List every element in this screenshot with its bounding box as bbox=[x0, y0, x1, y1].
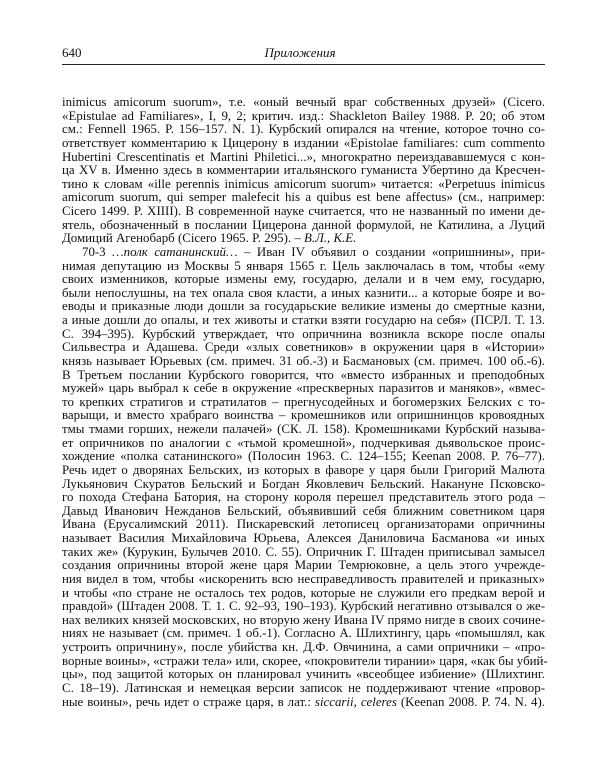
text-line bbox=[62, 219, 545, 233]
text-line bbox=[62, 328, 545, 342]
text-line bbox=[62, 518, 545, 532]
text-line bbox=[62, 164, 545, 178]
text-line bbox=[62, 587, 545, 601]
italic-text: siccarii bbox=[314, 694, 354, 709]
text-line bbox=[62, 437, 545, 451]
text-segment: своих изменников, которые измены ему, государю, делали и в чем ему, государю, bbox=[62, 272, 545, 287]
text-segment: ные воины», речь идет о страже царя, в лат.: bbox=[62, 694, 315, 709]
text-segment: цы», под защитой которых он планировал учинить «всеобщее избиение» (Шлихтинг. bbox=[62, 667, 545, 682]
text-line bbox=[62, 314, 545, 328]
text-segment: , bbox=[353, 694, 361, 709]
text-line bbox=[62, 559, 545, 573]
text-segment: 70-3 bbox=[82, 244, 113, 259]
text-line bbox=[62, 300, 545, 314]
text-line bbox=[62, 653, 548, 669]
text-segment: ворные воины», «стражи тела» или, скорее, «покровители тирании» царя, «как бы убий- bbox=[62, 653, 548, 668]
text-segment: устроить опричнину», после убийства кн. Д.Ф. Овчинина, а сами опричники – «про- bbox=[62, 640, 545, 654]
italic-text: celeres bbox=[360, 694, 397, 709]
page-number: 640 bbox=[62, 45, 82, 60]
text-segment: и чтобы «по стране не осталось тех родов, которые не служили его предкам верой и bbox=[62, 585, 545, 600]
text-segment: нах великих князей московских, но вторую жену Ивана IV прямо нигде в своих сочине- bbox=[62, 612, 545, 627]
text-line bbox=[62, 96, 545, 110]
text-line bbox=[62, 246, 545, 260]
text-line bbox=[62, 464, 545, 478]
text-line bbox=[62, 273, 545, 287]
text-segment: «Epistulae ad Familiares», I, 9, 2; критич. изд.: Shackleton Bailey 1988. P. 20; об этом bbox=[62, 108, 545, 123]
text-segment: нимая депутацию из Москвы 5 января 1565 г. Цель заключалась в том, чтобы «ему bbox=[62, 258, 545, 273]
text-segment: тино к словам «ille perennis inimicus amicorum suorum» читается: «Perpetuus inimicus bbox=[62, 176, 545, 191]
text-segment: еводы и приказные люди дошли за государьские великие измены до смертные казни, bbox=[62, 299, 545, 314]
text-line bbox=[62, 110, 545, 124]
text-line bbox=[62, 205, 545, 219]
text-segment: таких же» (Курукин, Булычев 2010. С. 55). Опричник Г. Штаден приписывал замысел bbox=[62, 544, 545, 559]
text-line bbox=[62, 423, 545, 437]
text-line bbox=[62, 614, 545, 628]
text-line bbox=[62, 260, 545, 274]
text-segment: С. 18–19). Латинская и немецкая версии записок не поддерживают чтение «провор- bbox=[62, 680, 545, 695]
text-segment: а иные дошли до опалы, и тех животы и статки взяти государю на себя» (ПСРЛ. Т. 13. bbox=[62, 313, 545, 327]
text-line bbox=[62, 696, 545, 710]
text-segment: см.: Fennell 1965. P. 156–157. N. 1). Курбский опирался на чтение, которое точно со- bbox=[62, 122, 545, 137]
text-line bbox=[62, 396, 545, 410]
text-segment: Ивана (Ерусалимский 2011). Пискаревский летописец организаторами опричнины bbox=[62, 517, 545, 532]
text-segment: В Третьем послании Курбского говорится, что «вместо избранных и преподобных bbox=[62, 367, 545, 382]
text-segment: князь называет Юрьевых (см. примеч. 31 об.-3) и Басмановых (см. примеч. 100 об.-6). bbox=[62, 353, 545, 368]
text-segment: го похода Стефана Батория, на сторону короля перешел представитель этого рода – bbox=[62, 490, 545, 505]
text-segment: были непослушны, на тех опала своя класти, а иных казнити... а которые бояре и во- bbox=[62, 285, 545, 300]
text-line bbox=[62, 287, 545, 301]
text-segment: называет Василия Михайловича Юрьева, Алексея Даниловича Басманова «и иных bbox=[62, 531, 545, 545]
text-segment: ятель, обозначенный в послании Цицерона данной формулой, не Катилина, а Луций bbox=[62, 217, 545, 232]
text-line bbox=[62, 505, 545, 519]
text-line bbox=[62, 600, 545, 614]
text-segment: Давыд Иванович Нежданов Бельский, объявивший себя ближним советником царя bbox=[62, 503, 545, 518]
italic-text: …полк сатанинский… bbox=[112, 244, 238, 259]
text-line bbox=[62, 409, 545, 423]
text-line bbox=[62, 369, 545, 383]
text-line bbox=[62, 382, 545, 396]
text-segment: ет опричников по аналогии с «тьмой кромешной», подчеркивая дьявольское проис- bbox=[62, 435, 545, 450]
text-line bbox=[62, 532, 545, 546]
text-line bbox=[62, 573, 545, 587]
text-segment: – Иван IV объявил о создании «опришнины», при- bbox=[237, 244, 546, 259]
text-line bbox=[62, 450, 545, 464]
text-segment: варыщи, и вместо храбраго воинства – кромешников или опришнинцов кровоядных bbox=[62, 408, 545, 423]
text-line bbox=[62, 232, 545, 246]
text-line bbox=[62, 191, 545, 205]
text-segment: ца XV в. Именно здесь в комментарии итальянского гуманиста Убертино да Кресчен- bbox=[62, 163, 545, 178]
page-body-text bbox=[62, 95, 548, 709]
text-line bbox=[62, 682, 545, 696]
text-segment: мужей» царь выбрал к себе в окружение «прескверных паразитов и маняков», «вмес- bbox=[62, 381, 545, 396]
header-rule bbox=[62, 64, 545, 65]
text-line bbox=[62, 341, 545, 355]
text-line bbox=[62, 641, 545, 655]
text-line bbox=[62, 668, 545, 682]
text-line bbox=[62, 123, 545, 137]
text-line bbox=[62, 627, 545, 641]
text-segment: Лукьянович Скуратов Бельский и Богдан Яковлевич Бельский. Накануне Псковско- bbox=[62, 476, 545, 491]
text-segment: то крепких стратигов и стратилатов – прегнусодейных и богомерзких Белских с то- bbox=[62, 394, 545, 409]
text-segment: Сильвестра и Адашева. Среди «злых советников» в окружении царя в «Истории» bbox=[62, 340, 545, 355]
text-line bbox=[62, 478, 545, 492]
text-line bbox=[62, 151, 545, 165]
text-line bbox=[62, 178, 545, 192]
text-segment: Речь идет о дворянах Бельских, из которых в фаворе у царя были Григорий Малюта bbox=[62, 462, 545, 477]
text-line bbox=[62, 137, 545, 151]
text-segment: ответствует комментарию к Цицерону в издании «Epistolae familiares: cum commento bbox=[62, 135, 545, 150]
text-segment: правдой» (Штаден 2008. Т. 1. С. 92–93, 190–193). Курбский негативно отзывался о же- bbox=[62, 599, 545, 614]
text-segment: Домиций Агенобарб (Cicero 1965. P. 295). – bbox=[62, 231, 304, 246]
text-line bbox=[62, 491, 545, 505]
text-segment: С. 394–395). Курбский утверждает, что опричнина возникла вскоре после опалы bbox=[62, 326, 545, 341]
text-segment: inimicus amicorum suorum», т.е. «оный вечный враг собственных друзей» (Cicero. bbox=[62, 95, 545, 109]
text-segment: amicorum suorum, qui semper malefecit his a quibus est bene affectus» (см., например: bbox=[62, 190, 545, 205]
text-segment: ниях не называет (см. примеч. 1 об.-1). Согласно А. Шлихтингу, царь «помышлял, как bbox=[62, 626, 545, 641]
text-line bbox=[62, 355, 545, 369]
text-segment: (Keenan 2008. P. 74. N. 4). bbox=[396, 694, 545, 709]
text-segment: хождение «полка сатанинского» (Полосин 1963. С. 124–155; Keenan 2008. P. 76–77). bbox=[62, 449, 545, 464]
text-segment: ния видел в том, чтобы «искоренить всю несправедливость правителей и приказных» bbox=[62, 571, 545, 586]
text-segment: Cicero 1499. P. XIIII). В современной науке считается, что не названный по имени де- bbox=[62, 204, 545, 218]
italic-text: В.Л., К.Е. bbox=[304, 231, 357, 246]
text-segment: тмы тмами горших, нежели палачей» (СК. Л. 158). Кромешниками Курбский называ- bbox=[62, 422, 545, 436]
running-title: Приложения bbox=[264, 45, 336, 60]
text-segment: Hubertini Crescentinatis et Martini Philetici...», многократно переиздававшемуся с кон- bbox=[62, 149, 545, 164]
text-line bbox=[62, 546, 545, 560]
text-segment: создания опричнины второй жене царя Марии Темрюковне, а цель этого учрежде- bbox=[62, 558, 545, 573]
